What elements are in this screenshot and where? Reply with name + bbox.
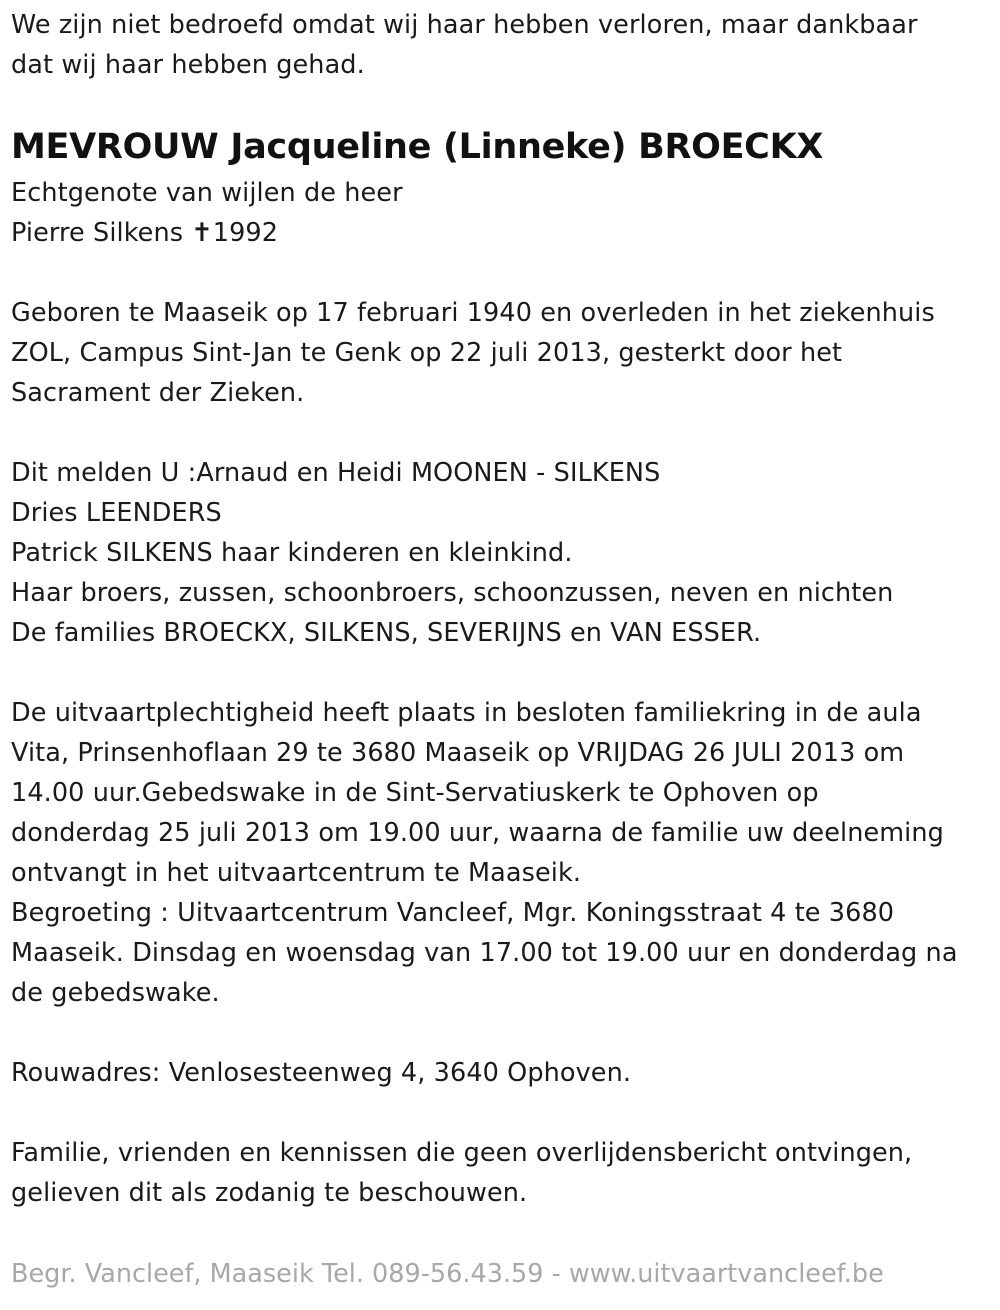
deceased-name — [11, 123, 823, 171]
paragraph-line: Maaseik. Dinsdag en woensdag van 17.00 tot 19.00 uur en donderdag na — [11, 938, 958, 968]
paragraph-line: Dit melden U :Arnaud en Heidi MOONEN - SILKENS — [11, 458, 661, 488]
paragraph-line: Begroeting : Uitvaartcentrum Vancleef, Mgr. Koningsstraat 4 te 3680 — [11, 898, 895, 928]
paragraph-line: donderdag 25 juli 2013 om 19.00 uur, waarna de familie uw deelneming — [11, 818, 944, 848]
paragraph-line: 14.00 uur.Gebedswake in de Sint-Servatiuskerk te Ophoven op — [11, 778, 819, 808]
paragraph-line: De uitvaartplechtigheid heeft plaats in besloten familiekring in de aula — [11, 698, 922, 728]
ceremony-paragraph — [11, 693, 958, 1013]
paragraph-line: De families BROECKX, SILKENS, SEVERIJNS en VAN ESSER. — [11, 618, 762, 648]
address-line: Rouwadres: Venlosesteenweg 4, 3640 Ophoven. — [11, 1058, 632, 1088]
opening-quote — [11, 5, 918, 85]
funeral-home-footer: Begr. Vancleef, Maaseik Tel. 089-56.43.59 - www.uitvaartvancleef.be — [11, 1259, 884, 1289]
paragraph-line: de gebedswake. — [11, 978, 220, 1008]
paragraph-line: Sacrament der Zieken. — [11, 378, 305, 408]
paragraph-line: Dries LEENDERS — [11, 498, 222, 528]
notice-paragraph — [11, 1133, 912, 1213]
mourning-address — [11, 1053, 631, 1093]
cross-icon: ✝ — [191, 218, 213, 248]
paragraph-line: ZOL, Campus Sint-Jan te Genk op 22 juli 2013, gesterkt door het — [11, 338, 843, 368]
paragraph-line: Patrick SILKENS haar kinderen en kleinkind. — [11, 538, 573, 568]
paragraph-line: Geboren te Maaseik op 17 februari 1940 en overleden in het ziekenhuis — [11, 298, 935, 328]
announcers-paragraph — [11, 453, 893, 653]
paragraph-line: Familie, vrienden en kennissen die geen overlijdensbericht ontvingen, — [11, 1138, 913, 1168]
spouse-name-line — [11, 213, 403, 253]
spouse-info — [11, 173, 403, 253]
quote-line: We zijn niet bedroefd omdat wij haar hebben verloren, maar dankbaar — [11, 10, 918, 40]
quote-line: dat wij haar hebben gehad. — [11, 50, 365, 80]
spouse-death-year: 1992 — [212, 218, 279, 248]
paragraph-line: gelieven dit als zodanig te beschouwen. — [11, 1178, 528, 1208]
paragraph-line: Vita, Prinsenhoflaan 29 te 3680 Maaseik op VRIJDAG 26 JULI 2013 om — [11, 738, 905, 768]
paragraph-line: ontvangt in het uitvaartcentrum te Maaseik. — [11, 858, 582, 888]
deceased-name-heading: MEVROUW Jacqueline (Linneke) BROECKX — [11, 127, 824, 167]
paragraph-line: Haar broers, zussen, schoonbroers, schoonzussen, neven en nichten — [11, 578, 894, 608]
spouse-name: Pierre Silkens — [11, 218, 192, 248]
birth-death-paragraph — [11, 293, 935, 413]
spouse-line: Echtgenote van wijlen de heer — [11, 178, 403, 208]
